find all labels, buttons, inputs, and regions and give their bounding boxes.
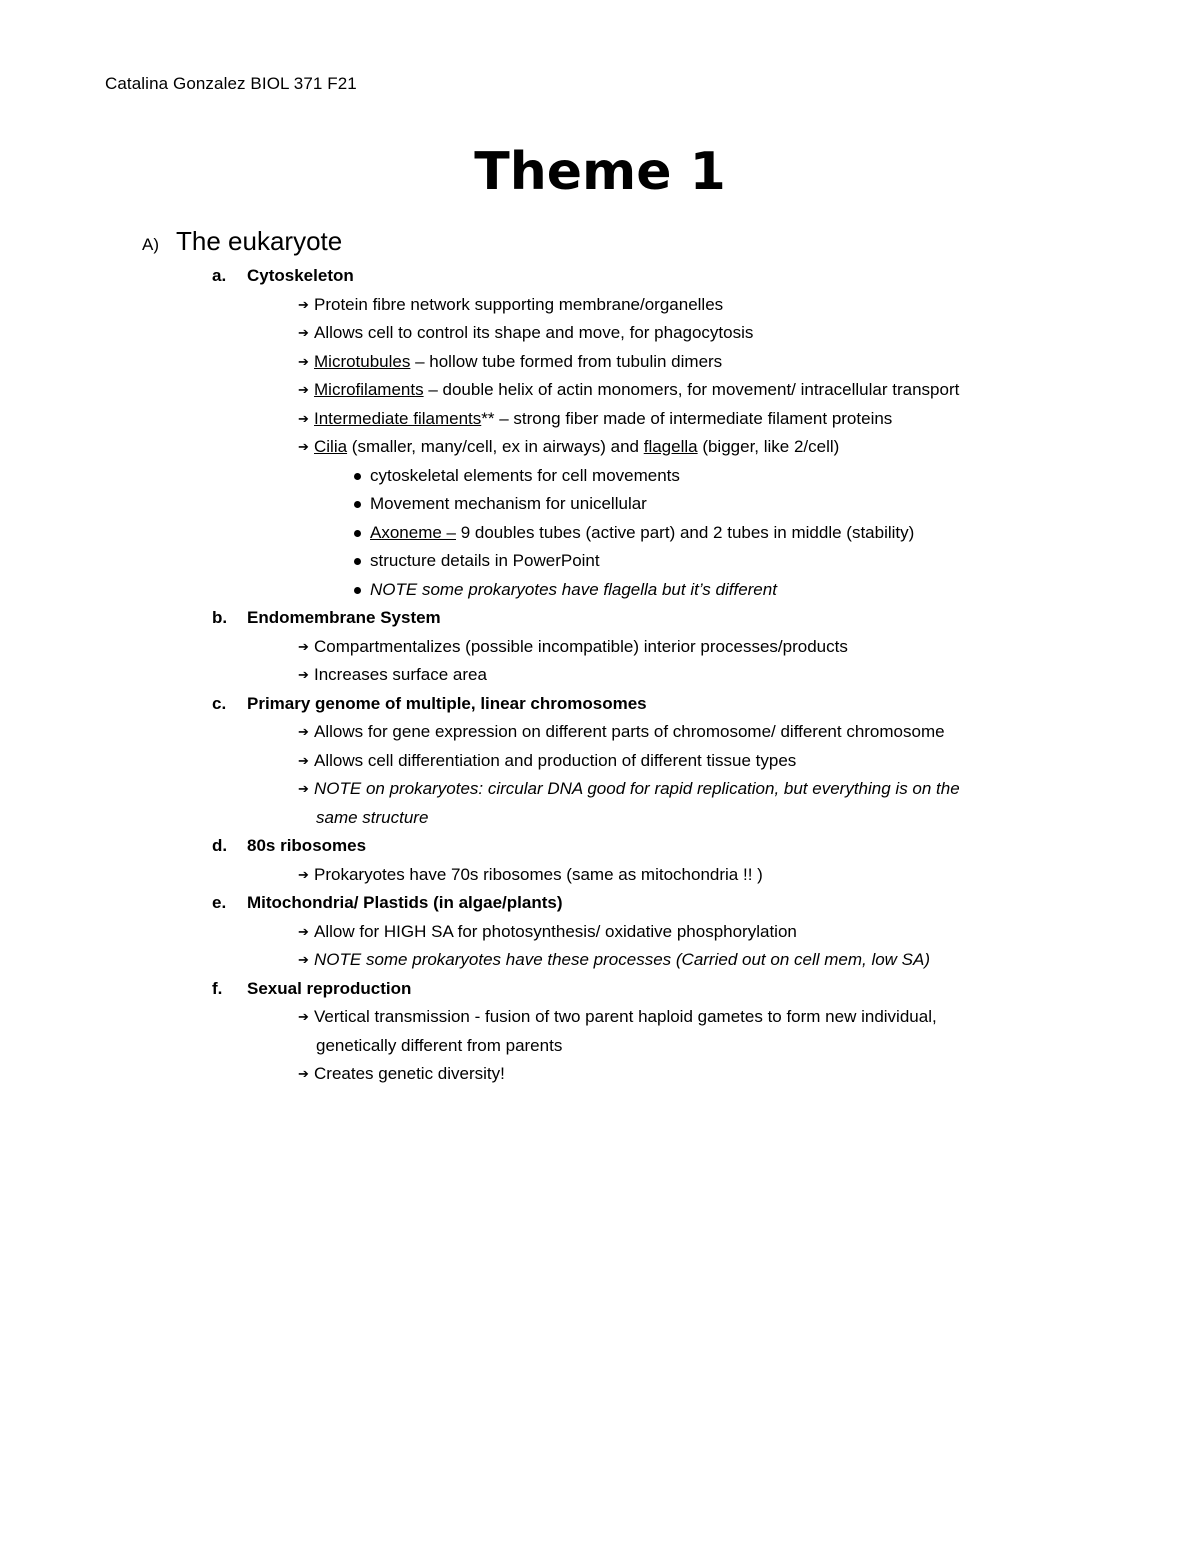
arrow-icon: ➔: [298, 1009, 309, 1024]
arrow-item: [0, 1003, 1200, 1032]
text-run: Intermediate filaments: [314, 408, 482, 428]
bullet-dot-icon: [354, 558, 361, 565]
arrow-icon: ➔: [298, 638, 309, 654]
document-header: Catalina Gonzalez BIOL 371 F21: [105, 74, 357, 93]
arrow-icon: ➔: [298, 667, 309, 682]
bullet-dot-icon: [354, 587, 361, 594]
outline-content: [0, 262, 1200, 1089]
subsection-letter: d.: [212, 836, 228, 855]
text-run: genetically different from parents: [316, 1035, 563, 1055]
text-run: – double helix of actin monomers, for movement/ intracellular transport: [423, 380, 960, 399]
arrow-item: [0, 433, 1200, 462]
text-run: ** – strong fiber made of intermediate filament proteins: [481, 408, 893, 428]
text-run: NOTE on prokaryotes: circular DNA good for rapid replication, but everything is on the: [314, 779, 960, 798]
subsection-heading: [0, 975, 1200, 1004]
bullet-item: [0, 490, 1200, 519]
arrow-icon: ➔: [298, 752, 309, 768]
section-marker: A): [142, 235, 159, 254]
item-text: [314, 747, 796, 776]
bullet-dot-icon: [354, 530, 361, 537]
item-text: [314, 633, 848, 662]
section-title: The eukaryote: [176, 226, 343, 256]
arrow-icon: ➔: [298, 1066, 309, 1081]
section-heading: [142, 226, 342, 257]
arrow-icon: ➔: [298, 410, 309, 426]
text-run: Microtubules: [314, 351, 411, 371]
item-text: [314, 348, 722, 377]
item-text: [314, 775, 960, 804]
text-run: 9 doubles tubes (active part) and 2 tubes in middle (stability): [456, 522, 915, 542]
arrow-item: [0, 747, 1200, 776]
arrow-item: [0, 405, 1200, 434]
item-text: [316, 1032, 562, 1061]
arrow-item: [0, 348, 1200, 377]
text-run: flagella: [643, 437, 698, 456]
text-run: Movement mechanism for unicellular: [370, 494, 647, 513]
item-text: [314, 405, 892, 434]
bullet-item: [0, 462, 1200, 491]
text-run: Increases surface area: [314, 665, 487, 684]
item-text: [314, 946, 930, 975]
subsection-heading: [0, 832, 1200, 861]
subsection-letter: e.: [212, 893, 227, 912]
arrow-item: [0, 291, 1200, 320]
text-run: Allow for HIGH SA for photosynthesis/ oxidative phosphorylation: [314, 921, 797, 941]
bullet-item: [0, 576, 1200, 605]
arrow-icon: ➔: [298, 781, 309, 796]
subsection-heading: [0, 604, 1200, 633]
arrow-item: [0, 319, 1200, 348]
item-text: [370, 490, 647, 519]
text-run: Microfilaments: [314, 380, 424, 399]
text-run: Compartmentalizes (possible incompatible) interior processes/products: [314, 636, 848, 656]
subsection-title: Cytoskeleton: [247, 266, 354, 285]
arrow-icon: ➔: [298, 325, 309, 340]
arrow-item: [0, 718, 1200, 747]
arrow-item: [0, 775, 1200, 804]
item-text: [370, 576, 777, 605]
arrow-item: [0, 861, 1200, 890]
arrow-icon: ➔: [298, 353, 309, 369]
item-text: [370, 547, 600, 576]
text-run: Cilia: [314, 437, 348, 456]
subsection-title: Sexual reproduction: [247, 978, 412, 998]
bullet-dot-icon: [354, 501, 361, 508]
subsection-title: Mitochondria/ Plastids (in algae/plants): [247, 893, 563, 912]
arrow-item: [0, 376, 1200, 405]
arrow-icon: ➔: [298, 952, 309, 967]
text-run: Axoneme –: [370, 522, 456, 542]
arrow-item: [0, 633, 1200, 662]
subsection-title: 80s ribosomes: [247, 836, 367, 855]
text-run: – hollow tube formed from tubulin dimers: [410, 351, 723, 371]
subsection-letter: f.: [212, 978, 223, 998]
item-text: [314, 319, 753, 348]
text-run: structure details in PowerPoint: [370, 551, 600, 570]
arrow-item: [0, 661, 1200, 690]
subsection-title: Primary genome of multiple, linear chromosomes: [247, 693, 647, 713]
arrow-item: [0, 918, 1200, 947]
bullet-item: [0, 547, 1200, 576]
text-run: NOTE some prokaryotes have flagella but it’s different: [370, 579, 777, 599]
subsection-heading: [0, 690, 1200, 719]
subsection-heading: [0, 889, 1200, 918]
arrow-icon: ➔: [298, 296, 309, 312]
text-run: (smaller, many/cell, ex in airways) and: [347, 437, 644, 456]
item-text: [314, 718, 945, 747]
page-title: Theme 1: [474, 142, 726, 202]
bullet-dot-icon: [354, 473, 361, 480]
item-text: [370, 462, 680, 491]
text-run: cytoskeletal elements for cell movements: [370, 465, 680, 485]
text-run: same structure: [316, 807, 429, 827]
item-text: [314, 1003, 937, 1032]
item-text: [314, 661, 487, 690]
subsection-letter: c.: [212, 693, 227, 713]
item-text: [314, 291, 723, 320]
arrow-icon: ➔: [298, 439, 309, 454]
subsection-letter: b.: [212, 608, 228, 627]
text-run: Vertical transmission - fusion of two parent haploid gametes to form new individual,: [314, 1007, 937, 1026]
wrapped-line: [0, 1032, 1200, 1061]
text-run: Creates genetic diversity!: [314, 1064, 505, 1083]
arrow-item: [0, 946, 1200, 975]
item-text: [316, 804, 428, 833]
text-run: Protein fibre network supporting membrane/organelles: [314, 294, 724, 314]
arrow-icon: ➔: [298, 382, 309, 397]
text-run: Allows for gene expression on different parts of chromosome/ different chromosome: [314, 722, 945, 741]
wrapped-line: [0, 804, 1200, 833]
item-text: [314, 376, 959, 405]
item-text: [314, 861, 763, 890]
subsection-title: Endomembrane System: [247, 608, 441, 627]
item-text: [370, 519, 914, 548]
text-run: NOTE some prokaryotes have these processes (Carried out on cell mem, low SA): [314, 950, 931, 969]
text-run: Allows cell to control its shape and move, for phagocytosis: [314, 323, 754, 342]
arrow-item: [0, 1060, 1200, 1089]
bullet-item: [0, 519, 1200, 548]
item-text: [314, 1060, 505, 1089]
item-text: [314, 918, 797, 947]
arrow-icon: ➔: [298, 724, 309, 739]
text-run: Prokaryotes have 70s ribosomes (same as mitochondria !! ): [314, 864, 763, 884]
text-run: Allows cell differentiation and production of different tissue types: [314, 750, 797, 770]
arrow-icon: ➔: [298, 923, 309, 939]
subsection-letter: a.: [212, 266, 227, 285]
item-text: [314, 433, 839, 462]
text-run: (bigger, like 2/cell): [697, 437, 840, 456]
subsection-heading: [0, 262, 1200, 291]
arrow-icon: ➔: [298, 866, 309, 882]
